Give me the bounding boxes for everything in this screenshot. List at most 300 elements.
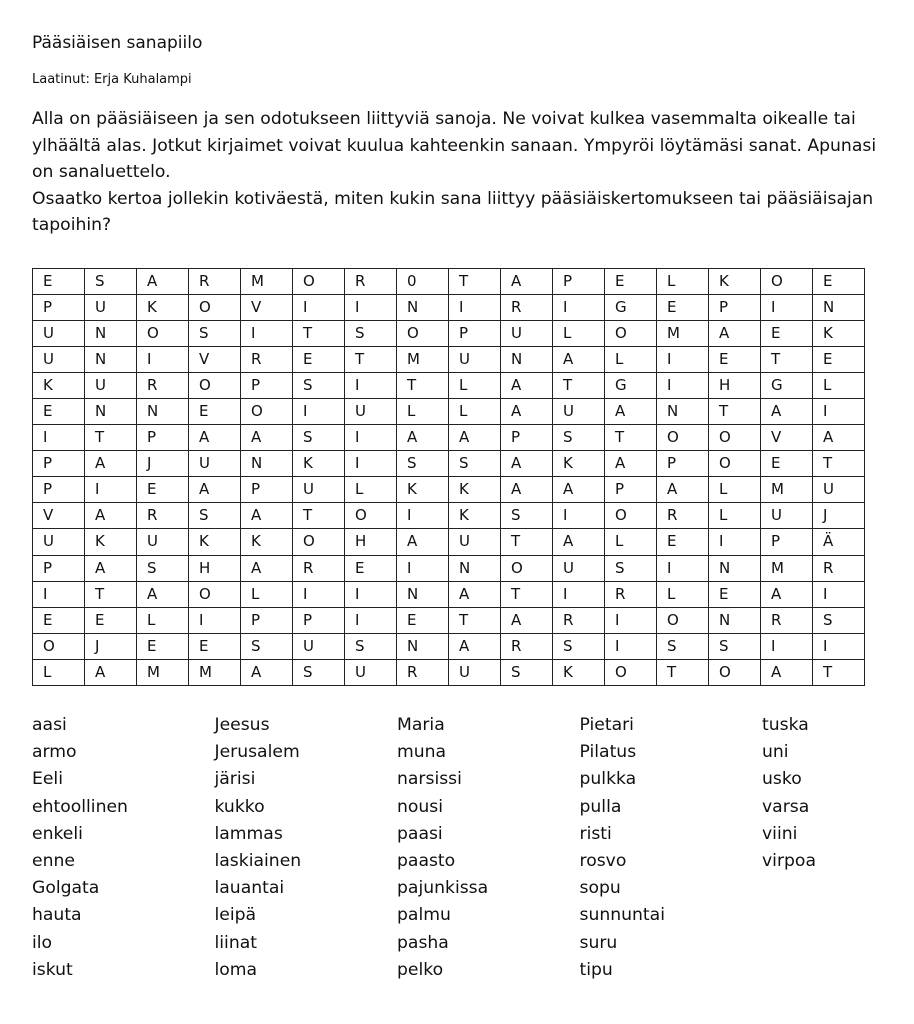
grid-cell[interactable]: L [605, 347, 657, 373]
grid-cell[interactable]: T [293, 503, 345, 529]
grid-cell[interactable]: O [189, 295, 241, 321]
grid-cell[interactable]: U [33, 347, 85, 373]
grid-cell[interactable]: E [605, 269, 657, 295]
grid-cell[interactable]: R [137, 503, 189, 529]
grid-cell[interactable]: R [241, 347, 293, 373]
grid-cell[interactable]: O [397, 321, 449, 347]
grid-cell[interactable]: R [501, 295, 553, 321]
grid-cell[interactable]: G [761, 373, 813, 399]
grid-cell[interactable]: U [345, 659, 397, 685]
grid-cell[interactable]: N [137, 399, 189, 425]
grid-cell[interactable]: R [553, 607, 605, 633]
grid-cell[interactable]: R [189, 269, 241, 295]
grid-cell[interactable]: V [761, 425, 813, 451]
grid-cell[interactable]: R [397, 659, 449, 685]
grid-cell[interactable]: K [137, 295, 189, 321]
grid-cell[interactable]: L [553, 321, 605, 347]
grid-cell[interactable]: K [33, 373, 85, 399]
grid-cell[interactable]: A [501, 399, 553, 425]
grid-cell[interactable]: K [85, 529, 137, 555]
grid-cell[interactable]: A [501, 451, 553, 477]
grid-cell[interactable]: N [397, 581, 449, 607]
grid-cell[interactable]: S [189, 503, 241, 529]
grid-cell[interactable]: L [657, 581, 709, 607]
word-item: palmu [397, 905, 451, 926]
grid-cell[interactable]: I [449, 295, 501, 321]
grid-cell[interactable]: K [813, 321, 865, 347]
word-item: paasto [397, 850, 456, 871]
grid-cell[interactable]: A [501, 269, 553, 295]
grid-cell[interactable]: I [189, 607, 241, 633]
word-item: kukko [214, 796, 265, 817]
grid-row [33, 399, 865, 425]
grid-cell[interactable]: S [553, 425, 605, 451]
grid-cell[interactable]: O [761, 269, 813, 295]
grid-cell[interactable]: S [293, 659, 345, 685]
grid-cell[interactable]: U [501, 321, 553, 347]
grid-cell[interactable]: I [813, 581, 865, 607]
word-item: ehtoollinen [32, 796, 128, 817]
grid-cell[interactable]: T [397, 373, 449, 399]
grid-cell[interactable]: U [553, 555, 605, 581]
grid-cell[interactable]: U [449, 659, 501, 685]
word-column [580, 712, 763, 984]
grid-row [33, 425, 865, 451]
grid-cell[interactable]: T [553, 373, 605, 399]
word-item: rosvo [579, 850, 627, 871]
word-item: Pilatus [579, 742, 637, 763]
grid-cell[interactable]: L [657, 269, 709, 295]
grid-cell[interactable]: S [345, 321, 397, 347]
word-item: sopu [579, 878, 621, 899]
grid-cell[interactable]: P [553, 269, 605, 295]
grid-cell[interactable]: P [137, 425, 189, 451]
grid-cell[interactable]: A [449, 425, 501, 451]
grid-cell[interactable]: M [657, 321, 709, 347]
grid-cell[interactable]: K [189, 529, 241, 555]
word-item: pulla [579, 796, 622, 817]
grid-cell[interactable]: U [293, 633, 345, 659]
grid-cell[interactable]: T [85, 581, 137, 607]
grid-cell[interactable]: G [605, 373, 657, 399]
grid-cell[interactable]: A [553, 477, 605, 503]
grid-cell[interactable]: J [813, 503, 865, 529]
grid-cell[interactable]: P [33, 295, 85, 321]
grid-cell[interactable]: R [501, 633, 553, 659]
grid-cell[interactable]: I [709, 529, 761, 555]
grid-cell[interactable]: U [449, 529, 501, 555]
grid-cell[interactable]: O [137, 321, 189, 347]
grid-cell[interactable]: T [293, 321, 345, 347]
grid-row [33, 373, 865, 399]
grid-cell[interactable]: U [85, 373, 137, 399]
grid-cell[interactable]: A [85, 451, 137, 477]
grid-cell[interactable]: R [293, 555, 345, 581]
grid-cell[interactable]: I [657, 373, 709, 399]
grid-cell[interactable]: O [605, 321, 657, 347]
grid-cell[interactable]: A [761, 581, 813, 607]
grid-cell[interactable]: T [501, 529, 553, 555]
word-item: iskut [32, 959, 73, 980]
grid-cell[interactable]: S [813, 607, 865, 633]
grid-cell[interactable]: O [605, 503, 657, 529]
grid-cell[interactable]: S [293, 373, 345, 399]
grid-cell[interactable]: I [657, 555, 709, 581]
grid-cell[interactable]: K [449, 503, 501, 529]
grid-row [33, 477, 865, 503]
grid-cell[interactable]: S [293, 425, 345, 451]
grid-cell[interactable]: O [345, 503, 397, 529]
word-item: suru [579, 932, 618, 953]
grid-cell[interactable]: E [293, 347, 345, 373]
grid-cell[interactable]: H [345, 529, 397, 555]
grid-cell[interactable]: E [33, 269, 85, 295]
grid-cell[interactable]: O [709, 451, 761, 477]
grid-cell[interactable]: I [345, 373, 397, 399]
grid-cell[interactable]: O [709, 659, 761, 685]
grid-cell[interactable]: V [241, 295, 293, 321]
grid-cell[interactable]: P [657, 451, 709, 477]
grid-cell[interactable]: P [241, 373, 293, 399]
grid-cell[interactable]: O [189, 373, 241, 399]
grid-cell[interactable]: T [813, 451, 865, 477]
grid-cell[interactable]: I [293, 399, 345, 425]
grid-cell[interactable]: P [501, 425, 553, 451]
grid-cell[interactable]: A [553, 347, 605, 373]
grid-cell[interactable]: S [501, 503, 553, 529]
grid-cell[interactable]: P [605, 477, 657, 503]
word-item: enkeli [32, 823, 83, 844]
grid-cell[interactable]: I [553, 503, 605, 529]
grid-cell[interactable]: R [345, 269, 397, 295]
grid-cell[interactable]: E [761, 451, 813, 477]
grid-cell[interactable]: N [709, 607, 761, 633]
grid-cell[interactable]: E [813, 347, 865, 373]
grid-cell[interactable]: I [553, 295, 605, 321]
grid-cell[interactable]: N [397, 295, 449, 321]
grid-cell[interactable]: K [397, 477, 449, 503]
grid-cell[interactable]: U [553, 399, 605, 425]
grid-cell[interactable]: N [813, 295, 865, 321]
grid-row [33, 555, 865, 581]
grid-cell[interactable]: A [813, 425, 865, 451]
grid-cell[interactable]: U [293, 477, 345, 503]
grid-cell[interactable]: I [761, 295, 813, 321]
grid-cell[interactable]: A [85, 503, 137, 529]
grid-row [33, 581, 865, 607]
grid-cell[interactable]: A [761, 659, 813, 685]
grid-cell[interactable]: A [501, 477, 553, 503]
grid-cell[interactable]: A [137, 581, 189, 607]
grid-cell[interactable]: P [241, 477, 293, 503]
grid-cell[interactable]: K [241, 529, 293, 555]
grid-cell[interactable]: E [397, 607, 449, 633]
grid-cell[interactable]: E [189, 633, 241, 659]
grid-cell[interactable]: I [345, 451, 397, 477]
grid-cell[interactable]: N [449, 555, 501, 581]
grid-cell[interactable]: A [137, 269, 189, 295]
grid-cell[interactable]: T [709, 399, 761, 425]
grid-cell[interactable]: I [33, 581, 85, 607]
word-item: leipä [214, 905, 257, 926]
grid-cell[interactable]: L [605, 529, 657, 555]
grid-cell[interactable]: N [85, 321, 137, 347]
grid-cell[interactable]: L [813, 373, 865, 399]
grid-cell[interactable]: A [241, 555, 293, 581]
grid-cell[interactable]: E [345, 555, 397, 581]
word-item: uni [762, 742, 789, 763]
grid-cell[interactable]: L [449, 373, 501, 399]
grid-cell[interactable]: L [449, 399, 501, 425]
grid-cell[interactable]: M [137, 659, 189, 685]
grid-cell[interactable]: I [345, 607, 397, 633]
grid-cell[interactable]: L [241, 581, 293, 607]
grid-cell[interactable]: T [501, 581, 553, 607]
grid-cell[interactable]: S [605, 555, 657, 581]
grid-cell[interactable]: T [605, 425, 657, 451]
grid-cell[interactable]: I [605, 633, 657, 659]
grid-cell[interactable]: E [137, 477, 189, 503]
grid-cell[interactable]: S [85, 269, 137, 295]
grid-cell[interactable]: R [605, 581, 657, 607]
grid-cell[interactable]: U [137, 529, 189, 555]
grid-cell[interactable]: I [813, 399, 865, 425]
grid-cell[interactable]: K [293, 451, 345, 477]
grid-cell[interactable]: T [85, 425, 137, 451]
grid-cell[interactable]: I [33, 425, 85, 451]
grid-cell[interactable]: I [605, 607, 657, 633]
grid-cell[interactable]: I [345, 581, 397, 607]
grid-cell[interactable]: E [85, 607, 137, 633]
grid-cell[interactable]: M [241, 269, 293, 295]
grid-cell[interactable]: M [397, 347, 449, 373]
grid-cell[interactable]: P [293, 607, 345, 633]
word-item: virpoa [762, 850, 816, 871]
word-item: aasi [32, 715, 67, 735]
grid-cell[interactable]: S [397, 451, 449, 477]
grid-cell[interactable]: U [813, 477, 865, 503]
grid-cell[interactable]: L [33, 659, 85, 685]
grid-cell[interactable]: U [345, 399, 397, 425]
grid-cell[interactable]: O [241, 399, 293, 425]
grid-cell[interactable]: N [241, 451, 293, 477]
grid-cell[interactable]: P [241, 607, 293, 633]
grid-cell[interactable]: N [657, 399, 709, 425]
grid-cell[interactable]: K [553, 659, 605, 685]
word-item: pajunkissa [397, 878, 489, 899]
grid-cell[interactable]: P [449, 321, 501, 347]
grid-cell[interactable]: I [553, 581, 605, 607]
grid-cell[interactable]: O [501, 555, 553, 581]
word-item: Pietari [579, 715, 634, 735]
grid-cell[interactable]: S [709, 633, 761, 659]
grid-cell[interactable]: V [189, 347, 241, 373]
grid-cell[interactable]: N [397, 633, 449, 659]
word-item: järisi [214, 769, 256, 790]
grid-cell[interactable]: E [813, 269, 865, 295]
grid-cell[interactable]: S [137, 555, 189, 581]
grid-cell[interactable]: A [189, 477, 241, 503]
grid-row [33, 451, 865, 477]
grid-cell[interactable]: T [813, 659, 865, 685]
grid-cell[interactable]: I [345, 295, 397, 321]
grid-cell[interactable]: A [553, 529, 605, 555]
grid-cell[interactable]: E [657, 295, 709, 321]
grid-cell[interactable]: M [761, 477, 813, 503]
grid-cell[interactable]: U [761, 503, 813, 529]
word-item: viini [762, 823, 798, 844]
grid-cell[interactable]: P [709, 295, 761, 321]
grid-cell[interactable]: H [709, 373, 761, 399]
grid-cell[interactable]: G [605, 295, 657, 321]
grid-row [33, 321, 865, 347]
grid-cell[interactable]: A [709, 321, 761, 347]
grid-cell[interactable]: O [657, 425, 709, 451]
grid-cell[interactable]: I [345, 425, 397, 451]
grid-cell[interactable]: I [293, 295, 345, 321]
grid-cell[interactable]: P [761, 529, 813, 555]
grid-cell[interactable]: A [85, 555, 137, 581]
grid-cell[interactable]: K [449, 477, 501, 503]
word-item: sunnuntai [579, 905, 665, 926]
word-item: tipu [579, 959, 613, 980]
grid-cell[interactable]: E [709, 347, 761, 373]
grid-cell[interactable]: E [137, 633, 189, 659]
grid-cell[interactable]: L [709, 503, 761, 529]
grid-cell[interactable]: O [293, 529, 345, 555]
grid-cell[interactable]: I [397, 555, 449, 581]
grid-cell[interactable]: A [605, 451, 657, 477]
grid-cell[interactable]: E [709, 581, 761, 607]
grid-cell[interactable]: E [761, 321, 813, 347]
word-item: loma [214, 959, 258, 980]
grid-cell[interactable]: A [501, 607, 553, 633]
grid-cell[interactable]: O [33, 633, 85, 659]
grid-cell[interactable]: A [501, 373, 553, 399]
grid-row [33, 529, 865, 555]
grid-cell[interactable]: K [709, 269, 761, 295]
grid-cell[interactable]: A [85, 659, 137, 685]
grid-cell[interactable]: M [761, 555, 813, 581]
grid-cell[interactable]: U [33, 321, 85, 347]
grid-cell[interactable]: T [449, 607, 501, 633]
grid-cell[interactable]: I [397, 503, 449, 529]
grid-cell[interactable]: K [553, 451, 605, 477]
grid-cell[interactable]: E [657, 529, 709, 555]
grid-cell[interactable]: T [449, 269, 501, 295]
grid-cell[interactable]: U [189, 451, 241, 477]
word-item: pelko [397, 959, 444, 980]
grid-cell[interactable]: S [449, 451, 501, 477]
grid-cell[interactable]: O [293, 269, 345, 295]
grid-cell[interactable]: O [605, 659, 657, 685]
grid-row [33, 607, 865, 633]
grid-cell[interactable]: S [657, 633, 709, 659]
grid-cell[interactable]: R [761, 607, 813, 633]
grid-cell[interactable]: T [345, 347, 397, 373]
grid-cell[interactable]: R [657, 503, 709, 529]
grid-cell[interactable]: P [33, 451, 85, 477]
grid-row [33, 269, 865, 295]
grid-cell[interactable]: Ä [813, 529, 865, 555]
grid-cell[interactable]: A [397, 529, 449, 555]
grid-cell[interactable]: I [85, 477, 137, 503]
word-item: Jeesus [214, 715, 270, 735]
grid-cell[interactable]: L [709, 477, 761, 503]
grid-cell[interactable]: S [345, 633, 397, 659]
grid-cell[interactable]: N [85, 399, 137, 425]
grid-cell[interactable]: A [241, 503, 293, 529]
grid-cell[interactable]: O [189, 581, 241, 607]
word-item: lammas [214, 823, 283, 844]
grid-cell[interactable]: I [761, 633, 813, 659]
grid-cell[interactable]: S [501, 659, 553, 685]
grid-cell[interactable]: L [397, 399, 449, 425]
grid-cell[interactable]: J [85, 633, 137, 659]
grid-cell[interactable]: S [189, 321, 241, 347]
grid-cell[interactable]: N [709, 555, 761, 581]
word-column [397, 712, 580, 984]
grid-cell[interactable]: U [449, 347, 501, 373]
grid-cell[interactable]: N [85, 347, 137, 373]
grid-cell[interactable]: R [137, 373, 189, 399]
grid-cell[interactable]: A [397, 425, 449, 451]
grid-cell[interactable]: E [33, 399, 85, 425]
grid-cell[interactable]: T [761, 347, 813, 373]
grid-cell[interactable]: E [189, 399, 241, 425]
grid-cell[interactable]: H [189, 555, 241, 581]
grid-cell[interactable]: O [709, 425, 761, 451]
grid-cell[interactable]: O [657, 607, 709, 633]
grid-cell[interactable]: I [137, 347, 189, 373]
grid-cell[interactable]: I [293, 581, 345, 607]
grid-cell[interactable]: A [657, 477, 709, 503]
grid-cell[interactable]: R [813, 555, 865, 581]
grid-cell[interactable]: S [241, 633, 293, 659]
grid-cell[interactable]: A [449, 581, 501, 607]
grid-row [33, 503, 865, 529]
word-item: laskiainen [214, 850, 302, 871]
page-title: Pääsiäisen sanapiilo [32, 33, 203, 53]
grid-cell[interactable]: A [241, 659, 293, 685]
grid-cell[interactable]: I [241, 321, 293, 347]
grid-cell[interactable]: L [345, 477, 397, 503]
grid-cell[interactable]: P [33, 555, 85, 581]
grid-cell[interactable]: L [137, 607, 189, 633]
grid-cell[interactable]: V [33, 503, 85, 529]
grid-cell[interactable]: 0 [397, 269, 449, 295]
grid-cell[interactable]: T [657, 659, 709, 685]
grid-cell[interactable]: A [189, 425, 241, 451]
grid-cell[interactable]: A [449, 633, 501, 659]
word-item: lauantai [214, 878, 285, 899]
grid-cell[interactable]: I [657, 347, 709, 373]
grid-cell[interactable]: U [33, 529, 85, 555]
grid-cell[interactable]: E [33, 607, 85, 633]
grid-cell[interactable]: S [553, 633, 605, 659]
grid-cell[interactable]: A [605, 399, 657, 425]
grid-cell[interactable]: J [137, 451, 189, 477]
word-item: narsissi [397, 769, 462, 790]
grid-cell[interactable]: I [813, 633, 865, 659]
grid-cell[interactable]: A [241, 425, 293, 451]
grid-cell[interactable]: A [761, 399, 813, 425]
grid-cell[interactable]: P [33, 477, 85, 503]
word-item: usko [762, 769, 802, 790]
grid-cell[interactable]: N [501, 347, 553, 373]
grid-cell[interactable]: M [189, 659, 241, 685]
grid-cell[interactable]: U [85, 295, 137, 321]
